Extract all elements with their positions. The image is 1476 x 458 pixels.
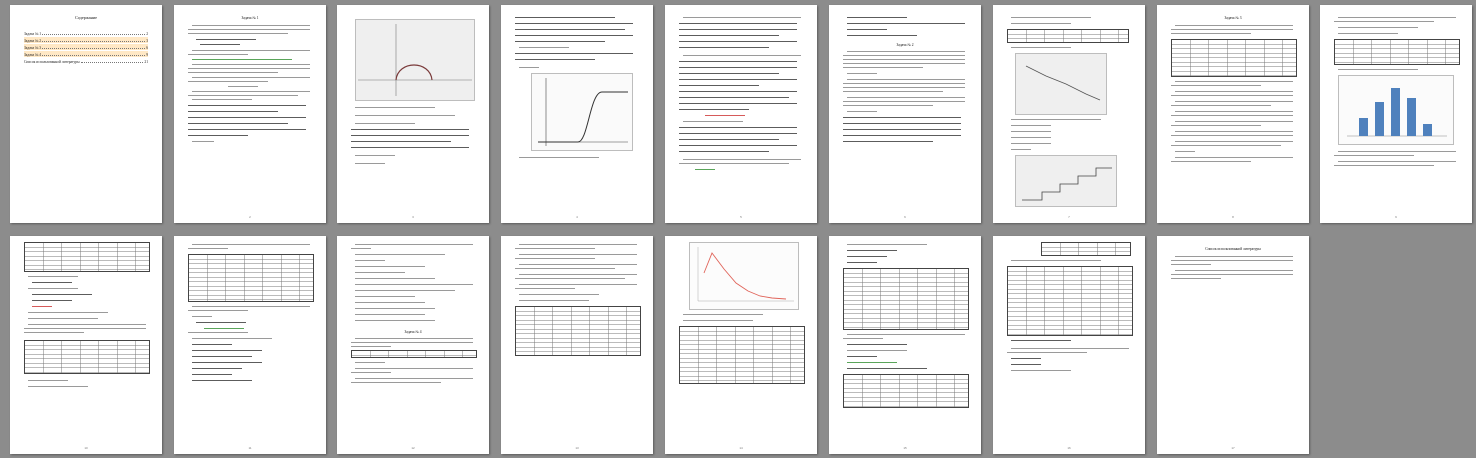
page-9[interactable]: [1320, 5, 1472, 223]
page-number: 13: [575, 446, 579, 450]
histogram-bars: [1339, 76, 1453, 144]
toc-item-4[interactable]: Задача № 4 9: [24, 53, 148, 57]
toc-item-2[interactable]: Задача № 2 3: [24, 39, 148, 43]
data-table: [24, 242, 150, 272]
page-5[interactable]: [665, 5, 817, 223]
cumulative-graph-photo: [1015, 53, 1107, 115]
page-number: 10: [84, 446, 88, 450]
page-17[interactable]: [1157, 236, 1309, 454]
page-12[interactable]: [337, 236, 489, 454]
frequency-polygon-chart: [689, 242, 799, 310]
page-number: 4: [576, 215, 578, 219]
page-6[interactable]: [829, 5, 981, 223]
page-number: 5: [740, 215, 742, 219]
page-15[interactable]: [829, 236, 981, 454]
frequency-curve: [690, 243, 798, 309]
data-table: [188, 254, 314, 302]
cdf-curve: [532, 74, 632, 150]
toc-item-3[interactable]: Задача № 3 6: [24, 46, 148, 50]
page-4[interactable]: [501, 5, 653, 223]
hand-drawn-graph-photo: [355, 19, 475, 101]
page-7[interactable]: [993, 5, 1145, 223]
page-11[interactable]: [174, 236, 326, 454]
data-table: [1007, 29, 1129, 43]
page-8[interactable]: [1157, 5, 1309, 223]
page-number: 9: [1395, 215, 1397, 219]
page-heading: Задача № 2: [896, 43, 914, 47]
page-number: 3: [412, 215, 414, 219]
data-table: [1041, 242, 1131, 256]
data-table: [1171, 39, 1297, 77]
page-3[interactable]: [337, 5, 489, 223]
page-heading: Задача № 3: [1224, 16, 1242, 20]
page-13[interactable]: [501, 236, 653, 454]
distribution-function-graph: [531, 73, 633, 151]
data-table: [515, 306, 641, 356]
density-curve-photo: [356, 20, 474, 100]
data-table: [843, 374, 969, 408]
page-number: 12: [411, 446, 415, 450]
page-number: 8: [1232, 215, 1234, 219]
page-number: 2: [249, 215, 251, 219]
page-number: 15: [903, 446, 907, 450]
polygon-curve: [1016, 54, 1106, 114]
page-number: 14: [739, 446, 743, 450]
data-table: [1007, 266, 1133, 336]
page-1[interactable]: [10, 5, 162, 223]
page-number: 17: [1231, 446, 1235, 450]
page-16[interactable]: [993, 236, 1145, 454]
page-heading: Список использованной литературы: [1205, 247, 1261, 251]
step-curve: [1016, 156, 1116, 206]
page-heading: Задача № 1: [241, 16, 259, 20]
data-table: [351, 350, 477, 358]
page-14[interactable]: [665, 236, 817, 454]
page-number: 16: [1067, 446, 1071, 450]
toc-item-5[interactable]: Список использованной литературы 21: [24, 60, 148, 64]
page-heading: Задача № 4: [404, 330, 422, 334]
toc-item-1[interactable]: Задача № 1 2: [24, 32, 148, 36]
data-table: [843, 268, 969, 330]
data-table: [679, 326, 805, 384]
page-number: 6: [904, 215, 906, 219]
page-number: 11: [248, 446, 252, 450]
toc-title: Содержание: [75, 15, 97, 20]
data-table: [24, 340, 150, 374]
step-function-graph-photo: [1015, 155, 1117, 207]
data-table: [1334, 39, 1460, 65]
page-number: 7: [1068, 215, 1070, 219]
page-10[interactable]: [10, 236, 162, 454]
page-2[interactable]: [174, 5, 326, 223]
histogram-chart: [1338, 75, 1454, 145]
